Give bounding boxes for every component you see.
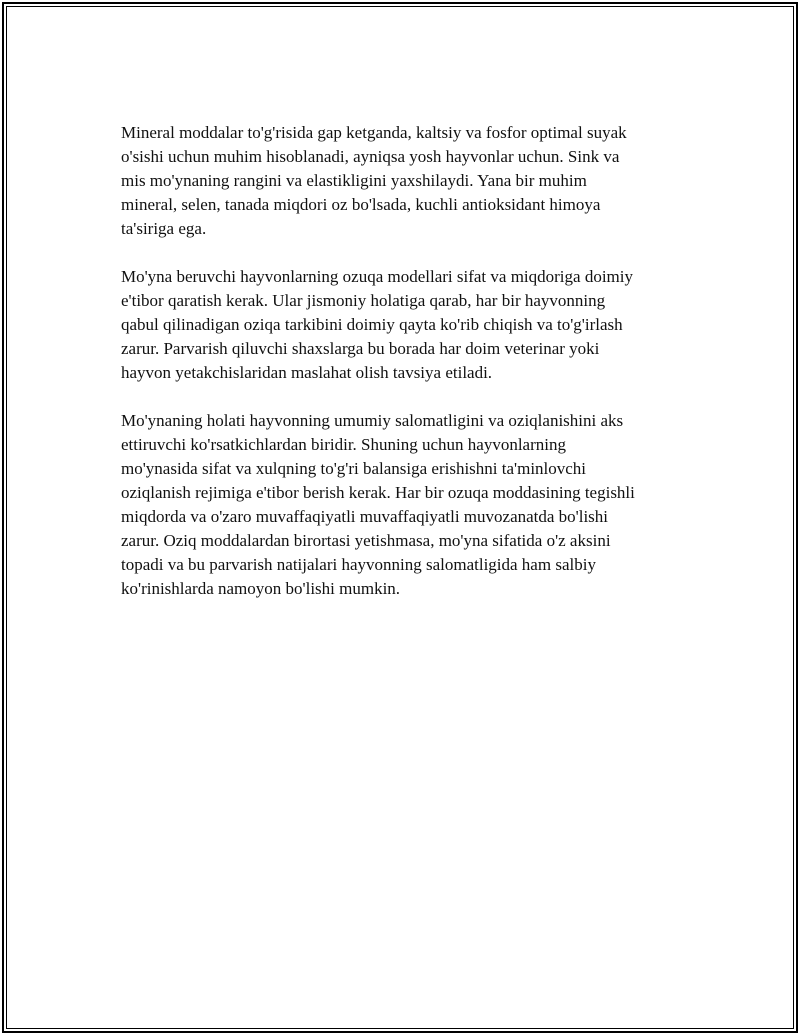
text-line: e'tibor qaratish kerak. Ular jismoniy holatiga qarab, har bir hayvonning bbox=[121, 291, 606, 310]
text-line: ko'rinishlarda namoyon bo'lishi mumkin. bbox=[121, 579, 401, 598]
text-line: Mo'ynaning holati hayvonning umumiy salomatligini va oziqlanishini aks bbox=[121, 411, 624, 430]
text-line: miqdorda va o'zaro muvaffaqiyatli muvaffaqiyatli muvozanatda bo'lishi bbox=[121, 507, 609, 526]
text-line: ta'siriga ega. bbox=[121, 219, 207, 238]
text-line: zarur. Parvarish qiluvchi shaxslarga bu borada har doim veterinar yoki bbox=[121, 339, 600, 358]
text-line: qabul qilinadigan oziqa tarkibini doimiy qayta ko'rib chiqish va to'g'irlash bbox=[121, 315, 623, 334]
text-line: Mo'yna beruvchi hayvonlarning ozuqa modellari sifat va miqdoriga doimiy bbox=[121, 267, 633, 286]
text-line: ettiruvchi ko'rsatkichlardan biridir. Shuning uchun hayvonlarning bbox=[121, 435, 566, 454]
text-line: topadi va bu parvarish natijalari hayvonning salomatligida ham salbiy bbox=[121, 555, 596, 574]
document-body bbox=[121, 121, 687, 625]
text-line: mo'ynasida sifat va xulqning to'g'ri balansiga erishishni ta'minlovchi bbox=[121, 459, 587, 478]
text-line: hayvon yetakchislaridan maslahat olish tavsiya etiladi. bbox=[121, 363, 493, 382]
text-line: oziqlanish rejimiga e'tibor berish kerak. Har bir ozuqa moddasining tegishli bbox=[121, 483, 635, 502]
text-line: mineral, selen, tanada miqdori oz bo'lsada, kuchli antioksidant himoya bbox=[121, 195, 601, 214]
paragraph-feed-models bbox=[121, 265, 687, 385]
paragraph-fur-condition bbox=[121, 409, 687, 601]
text-line: Mineral moddalar to'g'risida gap ketganda, kaltsiy va fosfor optimal suyak bbox=[121, 123, 627, 142]
text-line: mis mo'ynaning rangini va elastikligini yaxshilaydi. Yana bir muhim bbox=[121, 171, 587, 190]
text-line: o'sishi uchun muhim hisoblanadi, ayniqsa yosh hayvonlar uchun. Sink va bbox=[121, 147, 620, 166]
document-page bbox=[2, 2, 798, 1033]
text-line: zarur. Oziq moddalardan birortasi yetishmasa, mo'yna sifatida o'z aksini bbox=[121, 531, 611, 550]
paragraph-minerals bbox=[121, 121, 687, 241]
